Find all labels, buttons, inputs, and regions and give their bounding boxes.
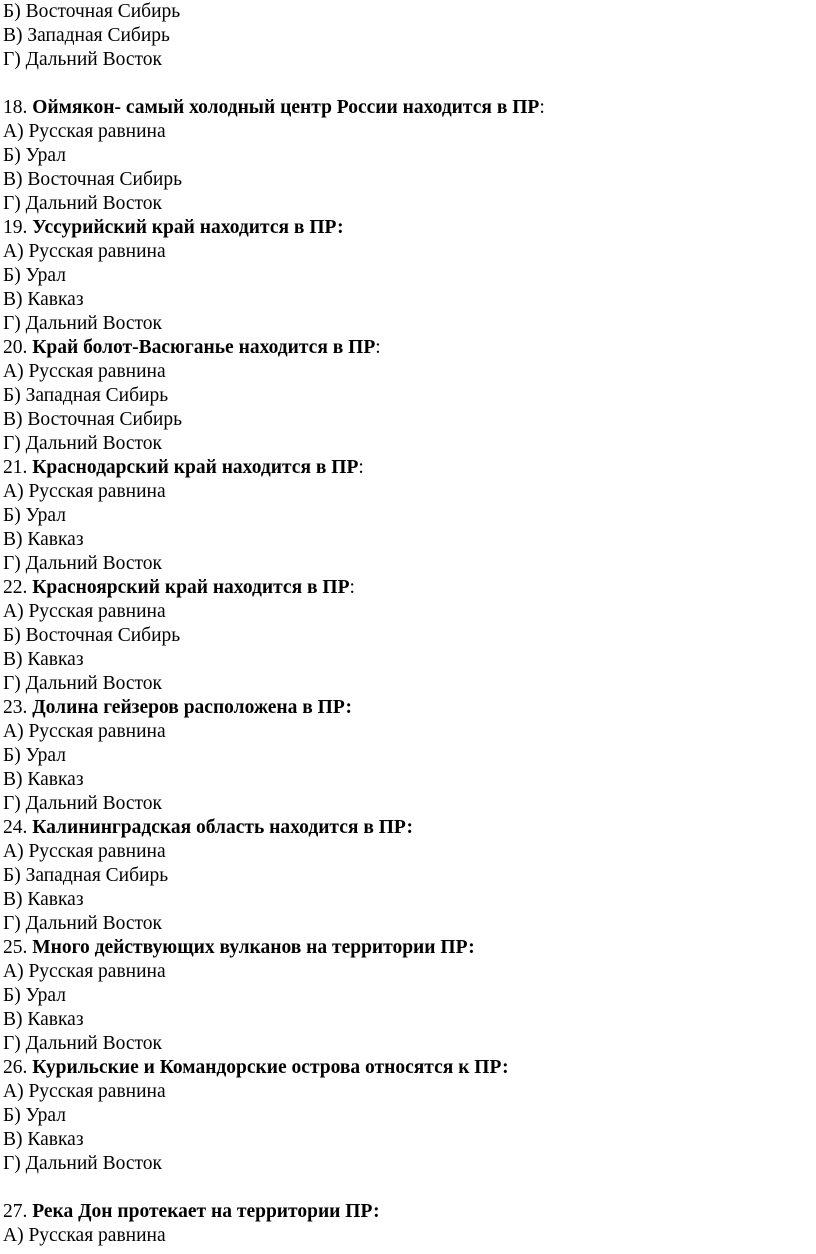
question-number: 22. [3,577,28,598]
option-line: А) Русская равнина [3,1081,166,1102]
question-24 [3,816,413,840]
question-text: Краснодарский край находится в ПР [32,457,359,478]
question-20 [3,336,381,360]
question-text: Оймякон- самый холодный центр России находится в ПР [32,97,540,118]
option-line: Б) Западная Сибирь [3,385,169,406]
option-line: Б) Урал [3,265,66,286]
option-line: Б) Урал [3,505,66,526]
question-suffix: : [539,97,545,118]
option-line: В) Кавказ [3,289,84,310]
option-line: А) Русская равнина [3,121,166,142]
option-line: Б) Урал [3,985,66,1006]
option-line: Г) Дальний Восток [3,433,162,454]
option-line: Б) Западная Сибирь [3,865,169,886]
question-number: 25. [3,937,28,958]
option-line: А) Русская равнина [3,961,166,982]
question-19 [3,216,344,240]
question-suffix: : [358,457,364,478]
question-number: 23. [3,697,28,718]
option-line: Г) Дальний Восток [3,313,162,334]
option-line: А) Русская равнина [3,841,166,862]
question-number: 26. [3,1057,28,1078]
option-line: В) Кавказ [3,649,84,670]
question-18 [3,96,545,120]
question-27 [3,1200,380,1224]
option-line: А) Русская равнина [3,601,166,622]
question-number: 20. [3,337,28,358]
option-line: Г) Дальний Восток [3,49,162,70]
option-line: Б) Урал [3,145,66,166]
option-line: А) Русская равнина [3,361,166,382]
option-line: Б) Восточная Сибирь [3,1,181,22]
question-number: 19. [3,217,28,238]
option-line: А) Русская равнина [3,241,166,262]
option-line: В) Кавказ [3,889,84,910]
question-26 [3,1056,509,1080]
option-line: В) Восточная Сибирь [3,169,182,190]
option-line: А) Русская равнина [3,481,166,502]
option-line: Г) Дальний Восток [3,673,162,694]
question-text: Калининградская область находится в ПР: [32,817,414,838]
question-25 [3,936,475,960]
question-number: 27. [3,1201,28,1222]
option-line: Г) Дальний Восток [3,1033,162,1054]
question-number: 24. [3,817,28,838]
question-number: 18. [3,97,28,118]
option-line: В) Кавказ [3,529,84,550]
option-line: В) Кавказ [3,769,84,790]
option-line: В) Кавказ [3,1009,84,1030]
option-line: В) Восточная Сибирь [3,409,182,430]
option-line: Б) Восточная Сибирь [3,625,181,646]
option-line: А) Русская равнина [3,1225,166,1246]
option-line: Б) Урал [3,745,66,766]
option-line: Г) Дальний Восток [3,553,162,574]
option-line: В) Кавказ [3,1129,84,1150]
option-line: А) Русская равнина [3,721,166,742]
question-22 [3,576,355,600]
question-suffix: : [375,337,381,358]
option-line: В) Западная Сибирь [3,25,170,46]
option-line: Г) Дальний Восток [3,793,162,814]
question-text: Красноярский край находится в ПР [32,577,350,598]
question-21 [3,456,364,480]
option-line: Г) Дальний Восток [3,913,162,934]
question-23 [3,696,352,720]
option-line: Б) Урал [3,1105,66,1126]
option-line: Г) Дальний Восток [3,193,162,214]
question-text: Край болот-Васюганье находится в ПР [32,337,376,358]
question-number: 21. [3,457,28,478]
question-text: Река Дон протекает на территории ПР: [32,1201,380,1222]
question-text: Долина гейзеров расположена в ПР: [32,697,352,718]
question-text: Уссурийский край находится в ПР: [32,217,344,238]
option-line: Г) Дальний Восток [3,1153,162,1174]
question-text: Курильские и Командорские острова относятся к ПР: [32,1057,509,1078]
question-text: Много действующих вулканов на территории ПР: [32,937,475,958]
question-suffix: : [349,577,355,598]
